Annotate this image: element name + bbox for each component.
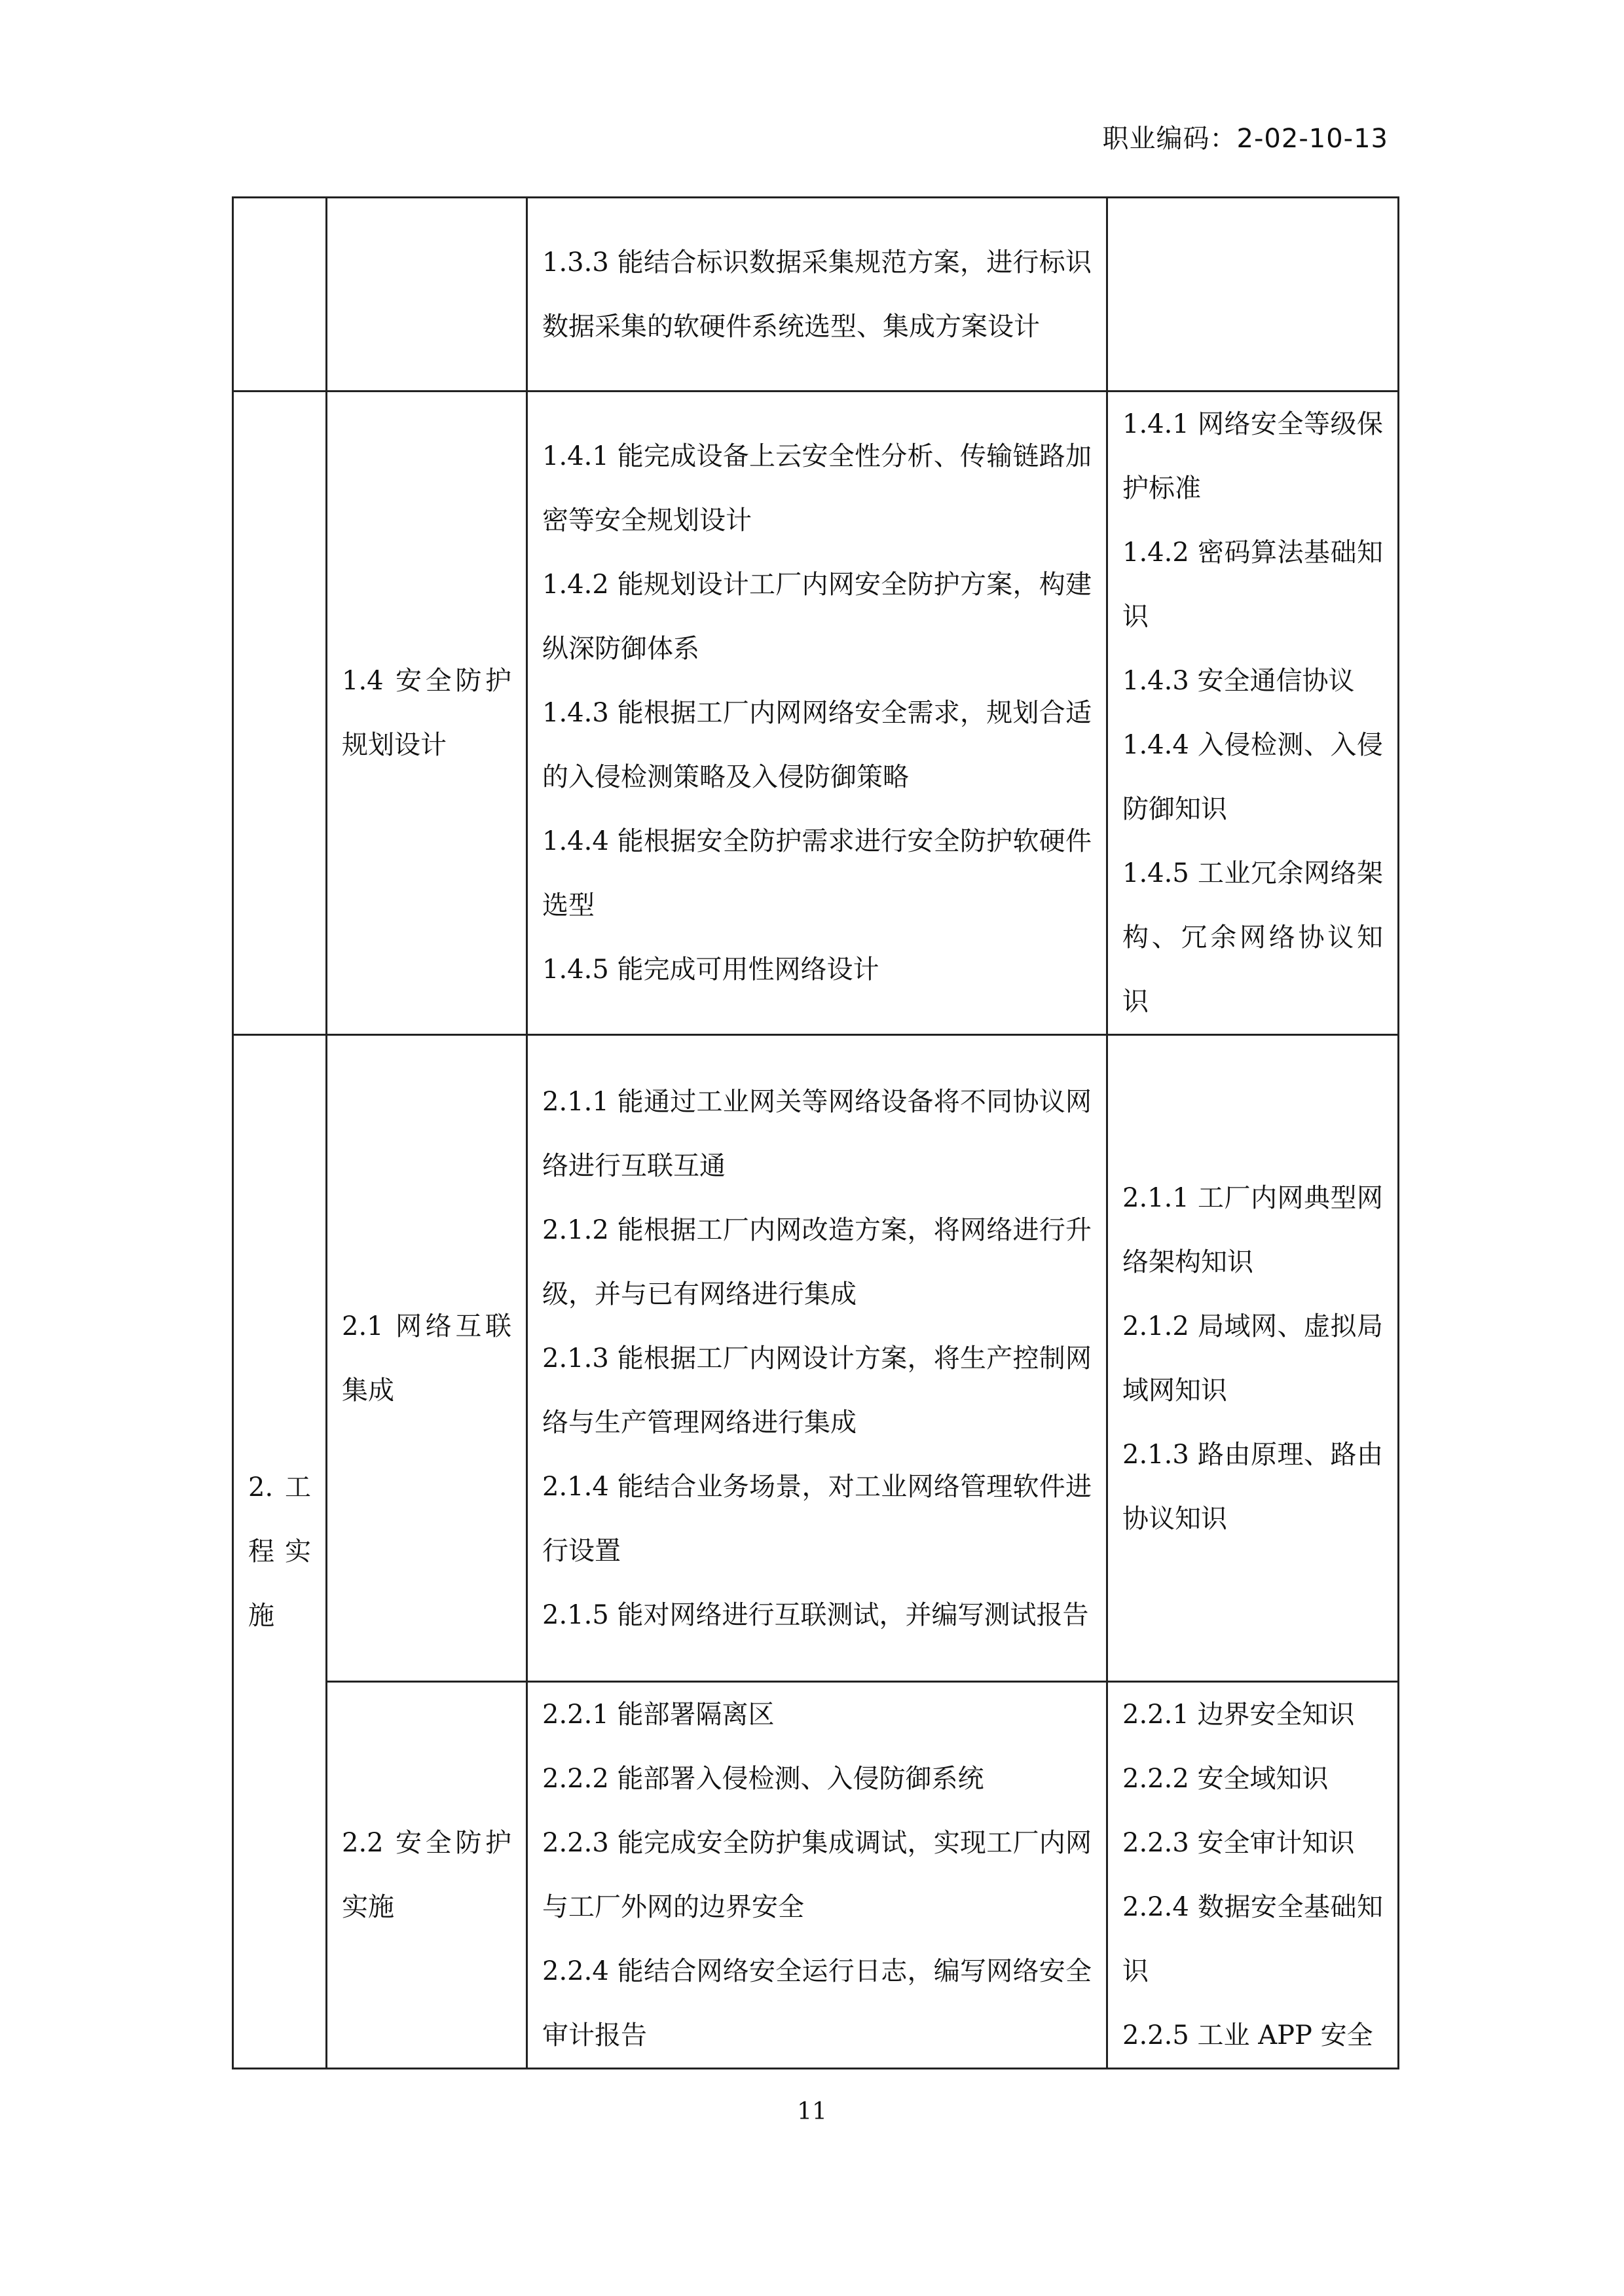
skill-item: 2.2.4 能结合网络安全运行日志，编写网络安全审计报告: [542, 1956, 1092, 2050]
skill-item: 2.1.2 能根据工厂内网改造方案，将网络进行升级，并与已有网络进行集成: [542, 1214, 1092, 1309]
table-row: [233, 1035, 1399, 1682]
skill-item: 2.1.5 能对网络进行互联测试，并编写测试报告: [542, 1599, 1089, 1630]
unit-cell: [233, 392, 327, 1035]
knowledge-item: 2.1.3 路由原理、路由协议知识: [1122, 1439, 1383, 1534]
knowledge-cell: [1107, 392, 1399, 1035]
skills-cell: [527, 1035, 1107, 1682]
unit-cell: 2. 工程实施: [233, 1035, 327, 2069]
table-row: [233, 392, 1399, 1035]
item-cell: 1.4 安全防护规划设计: [327, 392, 527, 1035]
knowledge-item: 1.4.2 密码算法基础知识: [1122, 538, 1383, 632]
knowledge-cell: [1107, 1682, 1399, 2069]
skill-item: 1.4.1 能完成设备上云安全性分析、传输链路加密等安全规划设计: [542, 441, 1092, 536]
skill-item: 2.1.4 能结合业务场景，对工业网络管理软件进行设置: [542, 1471, 1092, 1566]
knowledge-item: 1.4.1 网络安全等级保护标准: [1122, 409, 1383, 503]
skills-cell: [527, 198, 1107, 392]
skill-item: 1.4.3 能根据工厂内网网络安全需求，规划合适的入侵检测策略及入侵防御策略: [542, 698, 1092, 792]
skill-item: 2.2.3 能完成安全防护集成调试，实现工厂内网与工厂外网的边界安全: [542, 1828, 1092, 1922]
knowledge-cell: [1107, 198, 1399, 392]
item-cell: 2.2 安全防护实施: [327, 1682, 527, 2069]
skills-cell: [527, 1682, 1107, 2069]
skill-item: 2.2.1 能部署隔离区: [542, 1700, 775, 1730]
knowledge-item: 2.2.2 安全域知识: [1122, 1764, 1329, 1794]
knowledge-item: 2.1.2 局域网、虚拟局域网知识: [1122, 1311, 1383, 1406]
knowledge-item: 2.2.4 数据安全基础知识: [1122, 1892, 1383, 1986]
page-number: 11: [797, 2098, 827, 2125]
skill-item: 1.4.2 能规划设计工厂内网安全防护方案，构建纵深防御体系: [542, 570, 1092, 664]
skills-cell: [527, 392, 1107, 1035]
table-row: [233, 198, 1399, 392]
knowledge-item: 1.4.3 安全通信协议: [1122, 666, 1355, 696]
knowledge-item: 2.2.1 边界安全知识: [1122, 1700, 1355, 1730]
skill-item: 1.4.5 能完成可用性网络设计: [542, 955, 879, 985]
skill-item: 1.4.4 能根据安全防护需求进行安全防护软硬件选型: [542, 826, 1092, 920]
knowledge-item: 1.4.5 工业冗余网络架构、冗余网络协议知识: [1122, 858, 1383, 1017]
unit-cell: [233, 198, 327, 392]
knowledge-item: 2.2.3 安全审计知识: [1122, 1828, 1355, 1858]
skill-item: 2.1.1 能通过工业网关等网络设备将不同协议网络进行互联互通: [542, 1086, 1092, 1181]
knowledge-item: 2.1.1 工厂内网典型网络架构知识: [1122, 1182, 1383, 1277]
knowledge-item: 2.2.5 工业 APP 安全: [1122, 2020, 1373, 2050]
skill-item: 2.1.3 能根据工厂内网设计方案，将生产控制网络与生产管理网络进行集成: [542, 1343, 1092, 1438]
item-cell: 2.1 网络互联集成: [327, 1035, 527, 1682]
occupation-code: 职业编码：2-02-10-13: [1102, 124, 1388, 154]
skill-item: 1.3.3 能结合标识数据采集规范方案，进行标识数据采集的软硬件系统选型、集成方案设计: [542, 247, 1092, 342]
item-cell: [327, 198, 527, 392]
knowledge-cell: [1107, 1035, 1399, 1682]
skill-standard-table: [232, 196, 1399, 2069]
skill-item: 2.2.2 能部署入侵检测、入侵防御系统: [542, 1764, 984, 1794]
table-row: [233, 1682, 1399, 2069]
knowledge-item: 1.4.4 入侵检测、入侵防御知识: [1122, 730, 1383, 824]
